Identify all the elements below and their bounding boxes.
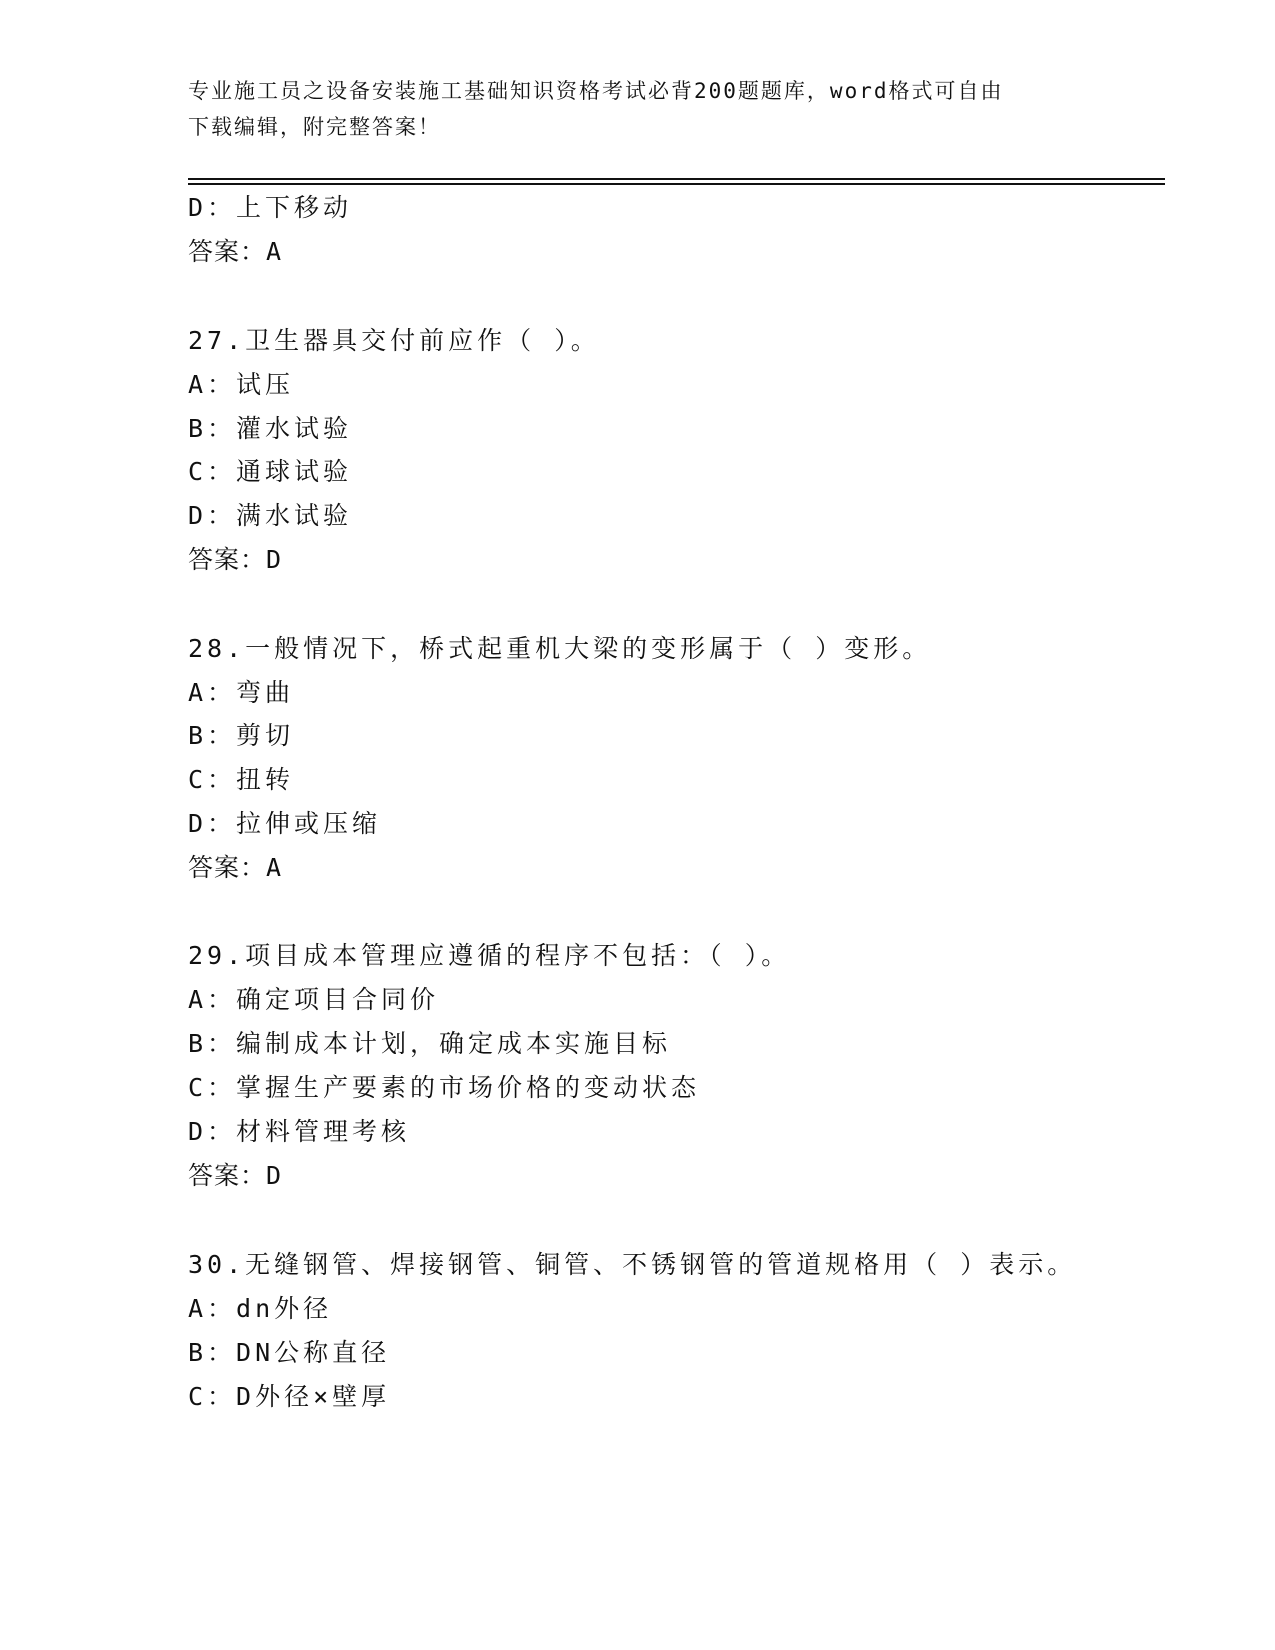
document-header (188, 73, 1088, 145)
question-29-option-b: B：编制成本计划，确定成本实施目标 (188, 1029, 672, 1058)
option-d: D：上下移动 (188, 193, 353, 222)
question-29-option-d: D：材料管理考核 (188, 1117, 411, 1146)
question-30-stem: 30.无缝钢管、焊接钢管、铜管、不锈钢管的管道规格用（ ）表示。 (188, 1250, 1077, 1279)
question-28-option-c: C：扭转 (188, 765, 295, 794)
question-28-stem: 28.一般情况下，桥式起重机大梁的变形属于（ ）变形。 (188, 634, 932, 663)
question-30-option-a: A：dn外径 (188, 1294, 333, 1323)
header-line-1: 专业施工员之设备安装施工基础知识资格考试必背200题题库，word格式可自由 (188, 79, 1004, 103)
question-29-answer: 答案：D (188, 1161, 283, 1190)
question-28-option-d: D：拉伸或压缩 (188, 809, 382, 838)
question-27-option-b: B：灌水试验 (188, 414, 353, 443)
question-28-answer: 答案：A (188, 853, 283, 882)
header-rule-bottom (188, 183, 1165, 185)
header-line-2: 下载编辑，附完整答案！ (188, 115, 441, 139)
question-30-option-b: B：DN公称直径 (188, 1338, 391, 1367)
header-rule-top (188, 178, 1165, 180)
question-29-option-a: A：确定项目合同价 (188, 985, 440, 1014)
question-30-option-c: C：D外径×壁厚 (188, 1382, 391, 1411)
question-29-stem: 29.项目成本管理应遵循的程序不包括：（ ）。 (188, 941, 791, 970)
question-29-option-c: C：掌握生产要素的市场价格的变动状态 (188, 1073, 701, 1102)
question-27-option-c: C：通球试验 (188, 457, 353, 486)
question-27-answer: 答案：D (188, 545, 283, 574)
answer: 答案：A (188, 237, 283, 266)
question-27-option-d: D：满水试验 (188, 501, 353, 530)
question-28-option-a: A：弯曲 (188, 678, 295, 707)
question-28-option-b: B：剪切 (188, 721, 295, 750)
question-27-option-a: A：试压 (188, 370, 295, 399)
question-27-stem: 27.卫生器具交付前应作（ ）。 (188, 326, 600, 355)
